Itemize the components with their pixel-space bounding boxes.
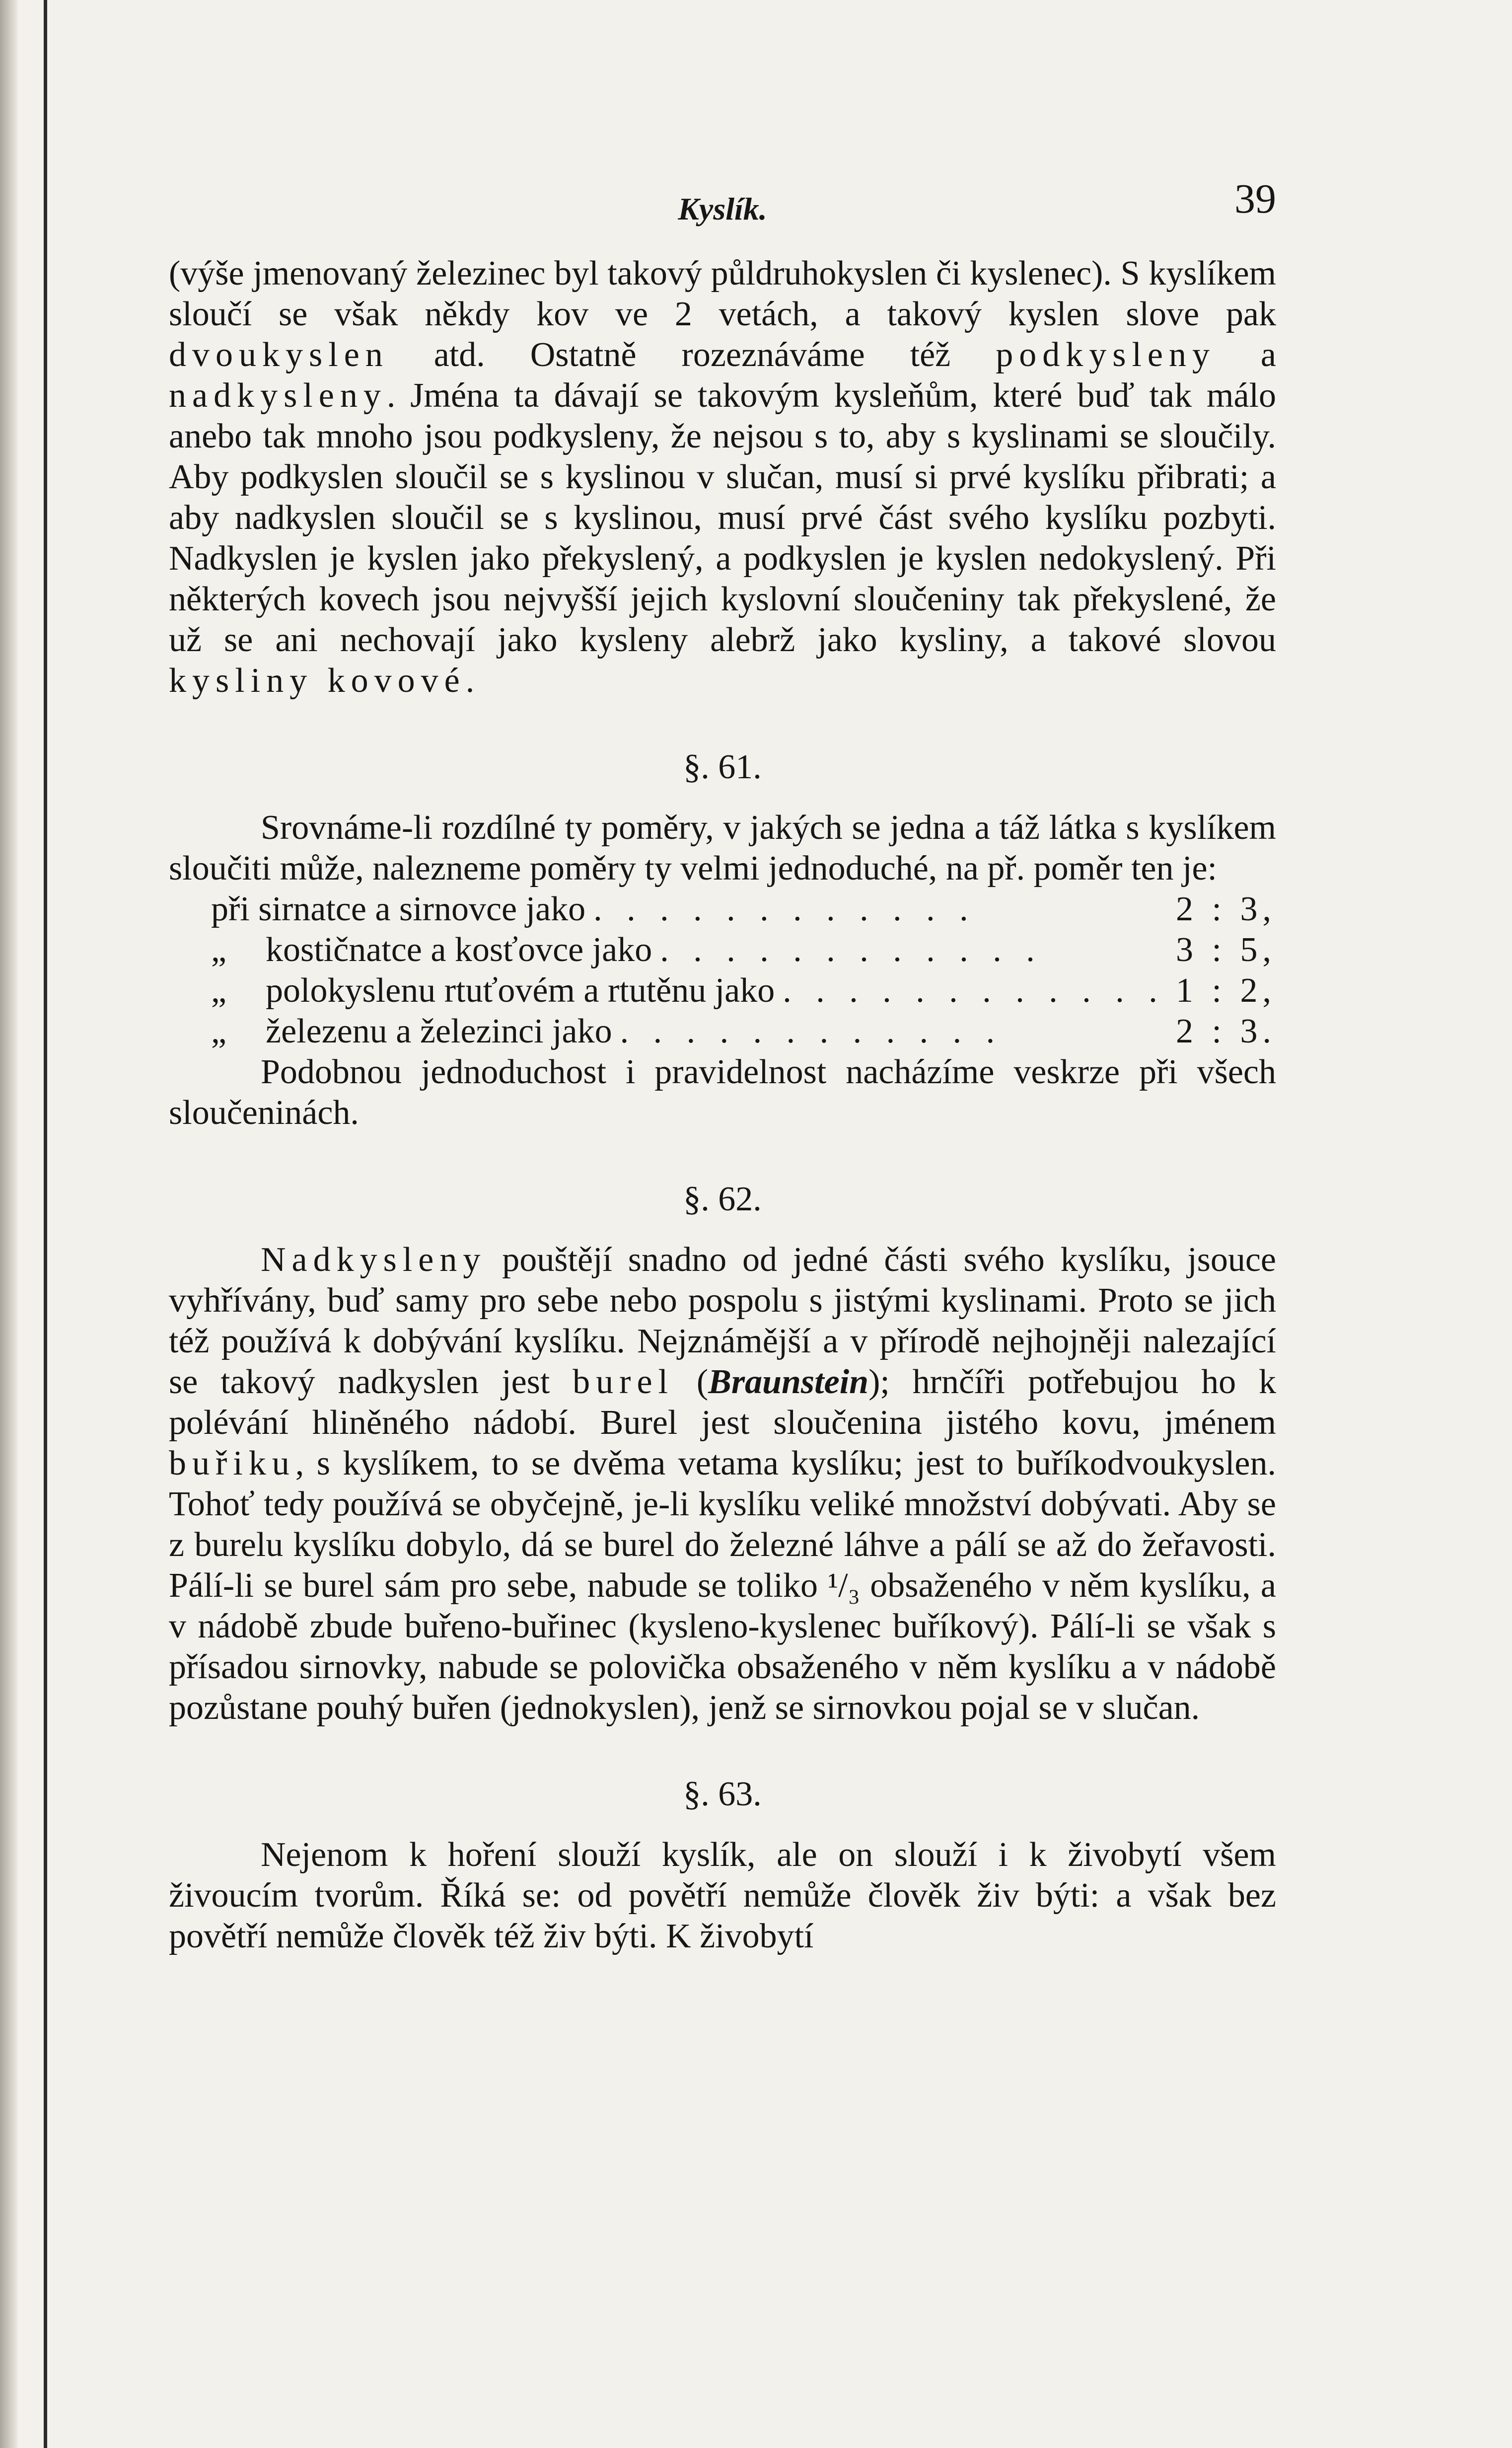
text-run: ( [674, 1363, 709, 1401]
term-burel: burel [573, 1363, 674, 1401]
ratio-row [211, 930, 1276, 970]
term-buriku: buřiku [169, 1444, 295, 1483]
ratio-label: železenu a železinci jako [266, 1012, 612, 1050]
leader-dots: . . . . . . . . . . . . [620, 1012, 1003, 1050]
section-heading-61: §. 61. [683, 748, 762, 786]
paragraph-61-closing: Podobnou jednoduchost i pravidelnost nacházíme veskrze při všech sloučeninách. [169, 1053, 1276, 1132]
text-run: a [1215, 336, 1277, 374]
ditto-mark: „ [211, 1012, 227, 1050]
term-nadkysleny: nadkysleny [169, 376, 387, 415]
leader-dots: . . . . . . . . . . . . [593, 890, 976, 928]
text-run: ); hrnčíři potřebujou ho k polévání hliněného nádobí. Burel jest sloučenina jistého kovu, jménem [169, 1363, 1276, 1442]
page-header [169, 176, 1276, 238]
term-podkysleny: podkysleny [996, 336, 1216, 374]
text-run: (výše jmenovaný železinec byl takový půldruhokyslen či kyslenec). S kyslíkem sloučí se však někdy kov ve 2 vetách, a takový kyslen slove pak [169, 254, 1276, 333]
page-number: 39 [1234, 176, 1276, 222]
section-heading-63: §. 63. [683, 1775, 762, 1813]
ratio-value: 3 : 5, [1176, 931, 1276, 969]
ratio-list [169, 889, 1276, 1052]
paragraph-62 [169, 1240, 1276, 1728]
paragraph-oxides-continued [169, 253, 1276, 701]
text-run: pouštějí snadno od jedné části svého kyslíku, jsouce vyhřívány, buď samy pro sebe nebo pospolu s jistými kyslinami. Proto se jich též používá k dobývání kyslíku. Nejznámější a v přírodě nejhojněji nalezající se takový nadkyslen jest [169, 1241, 1276, 1401]
ditto-mark: „ [211, 931, 227, 969]
text-run: . [465, 662, 475, 700]
ratio-row [211, 889, 1276, 930]
ratio-label: polokyslenu rtuťovém a rtutěnu jako [266, 971, 775, 1010]
book-spine-shadow [0, 0, 18, 2448]
ratio-row [211, 970, 1276, 1011]
section-heading-62: §. 62. [683, 1180, 762, 1218]
page-content [169, 176, 1277, 1957]
ditto-mark: „ [211, 971, 227, 1010]
term-nadkysleny: Nadkysleny [261, 1241, 487, 1279]
running-head: Kyslík. [678, 191, 767, 226]
ratio-value: 1 : 2, [1176, 971, 1276, 1010]
ratio-label: při sirnatce a sirnovce jako [211, 890, 586, 928]
leader-dots: . . . . . . . . . . . . [783, 971, 1165, 1010]
ratio-value: 2 : 3. [1176, 1012, 1276, 1050]
leader-dots: . . . . . . . . . . . . [660, 931, 1043, 969]
ratio-label: kostičnatce a kosťovce jako [266, 931, 652, 969]
paragraph-61-intro: Srovnáme-li rozdílné ty poměry, v jakých se jedna a táž látka s kyslíkem sloučiti může, nalezneme poměry ty velmi jednoduché, na př. poměr ten je: [169, 809, 1276, 888]
term-braunstein: Braunstein [708, 1363, 869, 1401]
term-kysliny-kovove: kysliny kovové [169, 662, 466, 700]
ratio-value: 2 : 3, [1176, 890, 1276, 928]
paragraph-63: Nejenom k hoření slouží kyslík, ale on slouží i k živobytí všem živoucím tvorům. Říká se: od povětří nemůže člověk živ býti: a však bez povětří nemůže člověk též živ býti. K živobytí [169, 1836, 1276, 1955]
text-run: , s kyslíkem, to se dvěma vetama kyslíku; jest to buříkodvoukyslen. Tohoť tedy používá se obyčejně, je-li kyslíku veliké množství dobývati. Aby se z burelu kyslíku dobylo, dá se burel do železné láhve a pálí se až do žeřavosti. Pálí-li se burel sám pro sebe, nabude se toliko ¹/₃ obsaženého v něm kyslíku, a v nádobě zbude buřeno-buřinec (kysleno-kyslenec buříkový). Pálí-li se však s přísadou sirnovky, nabude se polovička obsaženého v něm kyslíku a v nádobě pozůstane pouhý buřen (jednokyslen), jenž se sirnovkou pojal se v slučan. [169, 1444, 1276, 1727]
text-run: atd. Ostatně rozeznáváme též [388, 336, 996, 374]
term-dvoukyslen: dvoukyslen [169, 336, 389, 374]
text-run: . Jména ta dávají se takovým kysleňům, které buď tak málo anebo tak mnoho jsou podkysleny, že nejsou s to, aby s kyslinami se sloučily. Aby podkyslen sloučil se s kyslinou v slučan, musí si prvé kyslíku přibrati; a aby nadkyslen sloučil se s kyslinou, musí prvé část svého kyslíku pozbyti. Nadkyslen je kyslen jako překyslený, a podkyslen je kyslen nedokyslený. Při některých kovech jsou nejvyšší jejich kyslovní sloučeniny tak překyslené, že už se ani nechovají jako kysleny alebrž jako kysliny, a takové slovou [169, 376, 1276, 659]
page-edge-line [44, 0, 47, 2448]
ratio-row [211, 1011, 1276, 1052]
